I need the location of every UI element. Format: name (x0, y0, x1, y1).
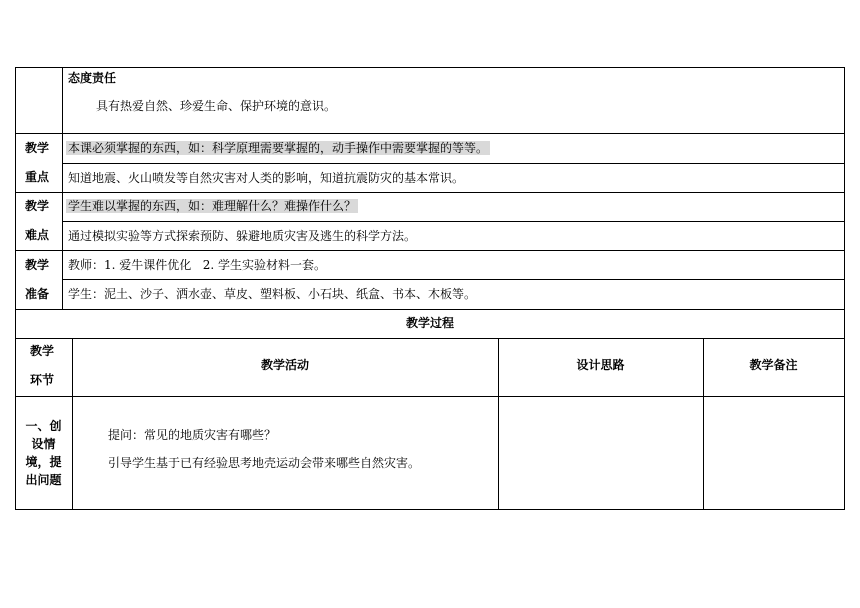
row-divider-preparation (15, 309, 845, 310)
difficulties-hint-text: 学生难以掌握的东西，如：难理解什么？难操作什么？ (68, 199, 357, 213)
stage-1-line-4: 出问题 (25, 473, 62, 487)
activity-1-line-2: 引导学生基于已有经验思考地壳运动会带来哪些自然灾害。 (108, 456, 421, 470)
key-points-content: 知道地震、火山喷发等自然灾害对人类的影响，知道抗震防灾的基本常识。 (68, 171, 465, 185)
row-divider-difficulties (15, 250, 845, 251)
header-notes: 教学备注 (749, 358, 798, 372)
header-stage-2: 环节 (30, 373, 55, 387)
key-points-label-2: 重点 (25, 170, 50, 184)
preparation-label-1: 教学 (25, 258, 50, 272)
table-border-top (15, 67, 845, 68)
stage-1-line-2: 设情 (31, 437, 56, 451)
difficulties-hint (66, 198, 358, 214)
preparation-student: 学生：泥土、沙子、洒水壶、草皮、塑料板、小石块、纸盒、书本、木板等。 (68, 287, 477, 301)
header-design: 设计思路 (576, 358, 625, 372)
label-column-divider (62, 67, 63, 310)
attitude-text: 具有热爱自然、珍爱生命、保护环境的意识。 (96, 99, 337, 113)
row-divider-process-header (15, 396, 845, 397)
row-divider-attitude (15, 133, 845, 134)
preparation-teacher: 教师：1. 爱牛课件优化 2. 学生实验材料一套。 (68, 258, 326, 272)
row-divider-keypoints-inner (62, 163, 845, 164)
header-stage-1: 教学 (30, 344, 55, 358)
row-divider-difficulties-inner (62, 221, 845, 222)
row-divider-preparation-inner (62, 279, 845, 280)
difficulties-content: 通过模拟实验等方式探索预防、躲避地质灾害及逃生的科学方法。 (68, 229, 417, 243)
stage-1-line-1: 一、创 (25, 419, 62, 433)
preparation-label-2: 准备 (25, 287, 50, 301)
process-title: 教学过程 (405, 316, 454, 330)
table-border-bottom (15, 509, 845, 510)
row-divider-process-title (15, 338, 845, 339)
difficulties-label-1: 教学 (25, 199, 50, 213)
header-activity: 教学活动 (260, 358, 309, 372)
difficulties-label-2: 难点 (25, 228, 50, 242)
row-divider-keypoints (15, 192, 845, 193)
activity-1-line-1: 提问：常见的地质灾害有哪些？ (108, 428, 277, 442)
key-points-hint (66, 140, 490, 156)
attitude-heading: 态度责任 (68, 71, 117, 85)
key-points-hint-text: 本课必须掌握的东西，如：科学原理需要掌握的，动手操作中需要掌握的等等。 (68, 141, 489, 155)
stage-1-line-3: 境，提 (25, 455, 62, 469)
key-points-label-1: 教学 (25, 141, 50, 155)
